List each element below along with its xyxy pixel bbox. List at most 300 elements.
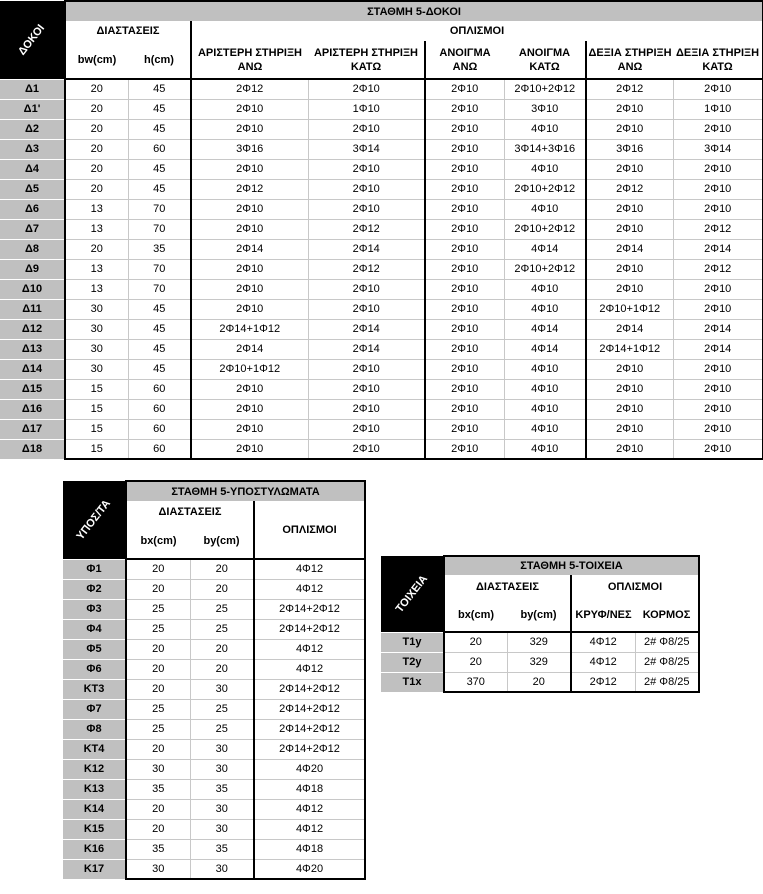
beam-cell: 3Φ16 — [191, 139, 308, 159]
beam-cell: 3Φ16 — [586, 139, 673, 159]
beam-cell: 2Φ14 — [673, 239, 763, 259]
column-row-label: Φ8 — [63, 719, 126, 739]
beam-cell: 2Φ10+2Φ12 — [504, 219, 586, 239]
beam-cell: 4Φ14 — [504, 339, 586, 359]
wall-cell: 4Φ12 — [571, 652, 635, 672]
beam-cell: 2Φ14 — [673, 339, 763, 359]
beam-cell: 2Φ12 — [308, 219, 425, 239]
beam-cell: 15 — [65, 399, 128, 419]
beam-cell: 35 — [128, 239, 191, 259]
beam-cell: 2Φ12 — [673, 259, 763, 279]
column-cell: 30 — [190, 679, 254, 699]
beam-cell: 2Φ10+2Φ12 — [504, 259, 586, 279]
column-row — [63, 619, 365, 639]
walls-dims-label: ΔΙΑΣΤΑΣΕΙΣ — [444, 575, 571, 599]
beam-cell: 2Φ10 — [673, 399, 763, 419]
column-cell: 25 — [126, 599, 190, 619]
column-cell: 20 — [126, 659, 190, 679]
beam-cell: 4Φ14 — [504, 239, 586, 259]
column-cell: 2Φ14+2Φ12 — [254, 719, 365, 739]
beam-row — [0, 379, 763, 399]
column-cell: 2Φ14+2Φ12 — [254, 679, 365, 699]
beam-cell: 2Φ10 — [673, 119, 763, 139]
columns-rebar-label: ΟΠΛΙΣΜΟΙ — [254, 501, 365, 559]
beam-cell: 2Φ14 — [308, 319, 425, 339]
columns-dims-label: ΔΙΑΣΤΑΣΕΙΣ — [126, 501, 254, 523]
beam-cell: 1Φ10 — [673, 99, 763, 119]
beam-row-label: Δ9 — [0, 259, 65, 279]
beam-cell: 2Φ10 — [191, 379, 308, 399]
column-cell: 25 — [190, 699, 254, 719]
beam-cell: 2Φ10 — [308, 279, 425, 299]
beam-cell: 30 — [65, 299, 128, 319]
beam-cell: 2Φ10 — [308, 379, 425, 399]
walls-header-by: by(cm) — [507, 599, 571, 632]
beam-cell: 45 — [128, 339, 191, 359]
beam-cell: 2Φ10 — [308, 359, 425, 379]
beam-row-label: Δ17 — [0, 419, 65, 439]
column-cell: 25 — [126, 699, 190, 719]
beam-cell: 2Φ10 — [191, 439, 308, 459]
beam-cell: 45 — [128, 119, 191, 139]
beam-cell: 2Φ12 — [586, 179, 673, 199]
beam-cell: 4Φ10 — [504, 399, 586, 419]
column-cell: 4Φ12 — [254, 579, 365, 599]
wall-cell: 2# Φ8/25 — [635, 632, 699, 652]
beam-cell: 2Φ10 — [191, 399, 308, 419]
beam-row-label: Δ8 — [0, 239, 65, 259]
column-cell: 4Φ18 — [254, 779, 365, 799]
beams-rebar-label: ΟΠΛΙΣΜΟΙ — [191, 21, 763, 41]
beam-cell: 2Φ10 — [425, 439, 504, 459]
beam-cell: 2Φ10 — [673, 199, 763, 219]
beam-cell: 2Φ10 — [191, 199, 308, 219]
beam-row-label: Δ16 — [0, 399, 65, 419]
beam-cell: 2Φ10 — [425, 379, 504, 399]
beam-cell: 2Φ10 — [673, 439, 763, 459]
column-cell: 30 — [190, 799, 254, 819]
column-cell: 20 — [126, 579, 190, 599]
column-row-label: Φ7 — [63, 699, 126, 719]
column-cell: 4Φ12 — [254, 799, 365, 819]
beam-cell: 2Φ10 — [308, 399, 425, 419]
beam-cell: 13 — [65, 219, 128, 239]
walls-title: ΣΤΑΘΜΗ 5-ΤΟΙΧΕΙΑ — [444, 556, 699, 575]
column-row-label: Φ1 — [63, 559, 126, 579]
beam-cell: 2Φ10 — [425, 259, 504, 279]
walls-rebar-label: ΟΠΛΙΣΜΟΙ — [571, 575, 699, 599]
beam-cell: 2Φ10 — [586, 359, 673, 379]
beam-cell: 60 — [128, 419, 191, 439]
column-row-label: Φ3 — [63, 599, 126, 619]
beam-cell: 2Φ10 — [586, 439, 673, 459]
beam-cell: 4Φ10 — [504, 419, 586, 439]
walls-header-bx: bx(cm) — [444, 599, 507, 632]
columns-table — [63, 480, 366, 880]
beam-cell: 2Φ12 — [191, 179, 308, 199]
column-row — [63, 779, 365, 799]
beams-header-left-bottom: ΑΡΙΣΤΕΡΗ ΣΤΗΡΙΞΗ ΚΑΤΩ — [308, 41, 425, 79]
beam-cell: 4Φ10 — [504, 119, 586, 139]
wall-cell: 329 — [507, 652, 571, 672]
beam-cell: 2Φ10+2Φ12 — [504, 179, 586, 199]
column-row-label: Φ2 — [63, 579, 126, 599]
beam-row-label: Δ3 — [0, 139, 65, 159]
beam-cell: 2Φ14 — [586, 319, 673, 339]
beam-cell: 2Φ14 — [673, 319, 763, 339]
column-row — [63, 579, 365, 599]
beam-row — [0, 79, 763, 99]
beam-row — [0, 439, 763, 459]
beam-cell: 70 — [128, 259, 191, 279]
beam-cell: 20 — [65, 159, 128, 179]
beam-cell: 2Φ10 — [586, 99, 673, 119]
beam-row — [0, 299, 763, 319]
beam-cell: 45 — [128, 319, 191, 339]
column-cell: 20 — [126, 639, 190, 659]
wall-row — [381, 652, 699, 672]
beam-cell: 2Φ10 — [191, 259, 308, 279]
column-cell: 25 — [126, 619, 190, 639]
column-cell: 30 — [126, 859, 190, 879]
column-cell: 2Φ14+2Φ12 — [254, 599, 365, 619]
column-cell: 4Φ18 — [254, 839, 365, 859]
walls-corner-label: ΤΟΙΧΕΙΑ — [381, 556, 444, 632]
beam-cell: 4Φ14 — [504, 319, 586, 339]
column-row-label: Κ16 — [63, 839, 126, 859]
beam-cell: 2Φ10 — [673, 279, 763, 299]
column-cell: 4Φ12 — [254, 819, 365, 839]
column-row — [63, 839, 365, 859]
beam-cell: 2Φ10 — [586, 159, 673, 179]
beam-cell: 60 — [128, 379, 191, 399]
wall-row-label: Τ1x — [381, 672, 444, 692]
column-row — [63, 819, 365, 839]
beam-cell: 13 — [65, 259, 128, 279]
beam-cell: 2Φ10 — [191, 279, 308, 299]
beam-cell: 2Φ10 — [308, 79, 425, 99]
beam-cell: 13 — [65, 199, 128, 219]
beam-cell: 2Φ10 — [586, 379, 673, 399]
column-row — [63, 659, 365, 679]
beam-cell: 45 — [128, 99, 191, 119]
wall-cell: 329 — [507, 632, 571, 652]
columns-header-by: by(cm) — [190, 523, 254, 559]
column-row-label: Κ12 — [63, 759, 126, 779]
column-cell: 20 — [126, 679, 190, 699]
column-row-label: Κ15 — [63, 819, 126, 839]
wall-cell: 4Φ12 — [571, 632, 635, 652]
wall-cell: 20 — [444, 632, 507, 652]
beam-row — [0, 419, 763, 439]
beam-row-label: Δ13 — [0, 339, 65, 359]
beam-cell: 2Φ10 — [425, 419, 504, 439]
wall-cell: 370 — [444, 672, 507, 692]
beam-cell: 3Φ10 — [504, 99, 586, 119]
column-cell: 2Φ14+2Φ12 — [254, 619, 365, 639]
beam-cell: 45 — [128, 159, 191, 179]
column-cell: 20 — [126, 739, 190, 759]
column-row-label: Φ6 — [63, 659, 126, 679]
beam-cell: 2Φ10 — [191, 219, 308, 239]
beams-dims-label: ΔΙΑΣΤΑΣΕΙΣ — [65, 21, 191, 41]
column-row-label: ΚΤ3 — [63, 679, 126, 699]
column-cell: 4Φ20 — [254, 859, 365, 879]
column-row — [63, 859, 365, 879]
beams-header-h: h(cm) — [128, 41, 191, 79]
columns-corner-label: ΥΠΟΣ/ΤΑ — [63, 481, 126, 559]
beam-cell: 2Φ10 — [191, 159, 308, 179]
beam-cell: 2Φ10 — [191, 119, 308, 139]
beam-cell: 15 — [65, 379, 128, 399]
beam-cell: 2Φ14 — [308, 339, 425, 359]
beam-row — [0, 219, 763, 239]
beam-row-label: Δ10 — [0, 279, 65, 299]
beam-cell: 20 — [65, 119, 128, 139]
beam-cell: 4Φ10 — [504, 359, 586, 379]
column-cell: 20 — [190, 559, 254, 579]
beam-cell: 2Φ10+2Φ12 — [504, 79, 586, 99]
beam-cell: 3Φ14 — [308, 139, 425, 159]
beam-cell: 3Φ14+3Φ16 — [504, 139, 586, 159]
column-cell: 20 — [126, 559, 190, 579]
beams-header-right-top: ΔΕΞΙΑ ΣΤΗΡΙΞΗ ΑΝΩ — [586, 41, 673, 79]
beam-cell: 2Φ12 — [673, 219, 763, 239]
column-cell: 30 — [190, 859, 254, 879]
column-cell: 4Φ12 — [254, 659, 365, 679]
beam-cell: 2Φ10 — [425, 139, 504, 159]
beam-row-label: Δ11 — [0, 299, 65, 319]
beam-cell: 2Φ10 — [425, 399, 504, 419]
beam-cell: 1Φ10 — [308, 99, 425, 119]
beam-cell: 15 — [65, 439, 128, 459]
beam-cell: 45 — [128, 359, 191, 379]
column-cell: 20 — [190, 579, 254, 599]
column-cell: 35 — [190, 839, 254, 859]
beam-cell: 2Φ10 — [586, 219, 673, 239]
beam-cell: 2Φ10 — [308, 159, 425, 179]
beam-row — [0, 179, 763, 199]
beam-row — [0, 99, 763, 119]
beam-cell: 2Φ14 — [586, 239, 673, 259]
beam-row-label: Δ18 — [0, 439, 65, 459]
beam-cell: 3Φ14 — [673, 139, 763, 159]
column-cell: 25 — [190, 599, 254, 619]
column-row — [63, 739, 365, 759]
column-row-label: Κ14 — [63, 799, 126, 819]
beam-cell: 2Φ10 — [308, 199, 425, 219]
column-cell: 25 — [190, 619, 254, 639]
beam-cell: 2Φ10 — [308, 439, 425, 459]
column-cell: 20 — [126, 799, 190, 819]
beam-row — [0, 279, 763, 299]
beam-row-label: Δ1' — [0, 99, 65, 119]
beam-row — [0, 119, 763, 139]
column-cell: 4Φ12 — [254, 559, 365, 579]
wall-cell: 2Φ12 — [571, 672, 635, 692]
beam-row-label: Δ5 — [0, 179, 65, 199]
beam-row-label: Δ7 — [0, 219, 65, 239]
walls-header-hidden-columns: ΚΡΥΦ/ΝΕΣ — [571, 599, 635, 632]
beam-cell: 15 — [65, 419, 128, 439]
beams-header-right-bottom: ΔΕΞΙΑ ΣΤΗΡΙΞΗ ΚΑΤΩ — [673, 41, 763, 79]
column-cell: 20 — [190, 639, 254, 659]
beam-cell: 2Φ10 — [673, 359, 763, 379]
column-cell: 30 — [190, 739, 254, 759]
column-row — [63, 759, 365, 779]
column-cell: 35 — [126, 839, 190, 859]
beam-row-label: Δ12 — [0, 319, 65, 339]
column-row — [63, 719, 365, 739]
wall-cell: 2# Φ8/25 — [635, 672, 699, 692]
beam-cell: 2Φ14+1Φ12 — [586, 339, 673, 359]
beam-cell: 2Φ10 — [191, 419, 308, 439]
beam-cell: 4Φ10 — [504, 379, 586, 399]
beam-cell: 2Φ10 — [308, 179, 425, 199]
beam-cell: 45 — [128, 179, 191, 199]
columns-header-bx: bx(cm) — [126, 523, 190, 559]
columns-title: ΣΤΑΘΜΗ 5-ΥΠΟΣΤΥΛΩΜΑΤΑ — [126, 481, 365, 501]
beam-cell: 2Φ10 — [425, 339, 504, 359]
column-cell: 4Φ20 — [254, 759, 365, 779]
beam-cell: 13 — [65, 279, 128, 299]
beam-cell: 2Φ10 — [425, 299, 504, 319]
beam-cell: 2Φ10 — [425, 179, 504, 199]
column-cell: 20 — [126, 819, 190, 839]
beam-row — [0, 339, 763, 359]
beam-cell: 2Φ10 — [425, 119, 504, 139]
column-row — [63, 699, 365, 719]
beam-cell: 2Φ10 — [586, 259, 673, 279]
beam-cell: 2Φ10 — [586, 399, 673, 419]
beam-row — [0, 399, 763, 419]
walls-header-web: ΚΟΡΜΟΣ — [635, 599, 699, 632]
beam-cell: 30 — [65, 339, 128, 359]
wall-row-label: Τ2y — [381, 652, 444, 672]
beam-cell: 20 — [65, 99, 128, 119]
beam-cell: 2Φ12 — [191, 79, 308, 99]
column-cell: 35 — [126, 779, 190, 799]
beam-cell: 2Φ10 — [308, 119, 425, 139]
beam-cell: 20 — [65, 79, 128, 99]
beams-header-bw: bw(cm) — [65, 41, 128, 79]
column-row — [63, 799, 365, 819]
column-cell: 30 — [126, 759, 190, 779]
beam-row-label: Δ14 — [0, 359, 65, 379]
beam-row-label: Δ6 — [0, 199, 65, 219]
beam-cell: 2Φ10 — [425, 159, 504, 179]
column-cell: 30 — [190, 759, 254, 779]
beam-cell: 60 — [128, 439, 191, 459]
wall-row-label: Τ1y — [381, 632, 444, 652]
beams-header-left-top: ΑΡΙΣΤΕΡΗ ΣΤΗΡΙΞΗ ΑΝΩ — [191, 41, 308, 79]
beam-cell: 2Φ10 — [308, 299, 425, 319]
beam-cell: 2Φ10+1Φ12 — [191, 359, 308, 379]
beam-cell: 2Φ10 — [425, 319, 504, 339]
beam-row-label: Δ1 — [0, 79, 65, 99]
beam-cell: 2Φ14 — [308, 239, 425, 259]
walls-table — [381, 555, 700, 693]
beam-cell: 2Φ10 — [425, 239, 504, 259]
beam-cell: 2Φ10 — [191, 99, 308, 119]
beam-cell: 2Φ10 — [425, 279, 504, 299]
beam-cell: 2Φ10 — [586, 199, 673, 219]
beam-row — [0, 239, 763, 259]
beams-title: ΣΤΑΘΜΗ 5-ΔΟΚΟΙ — [65, 1, 763, 21]
beam-cell: 20 — [65, 239, 128, 259]
column-row — [63, 679, 365, 699]
beam-row-label: Δ2 — [0, 119, 65, 139]
beam-row — [0, 319, 763, 339]
beams-header-span-bottom: ΑΝΟΙΓΜΑ ΚΑΤΩ — [504, 41, 586, 79]
beam-cell: 2Φ10 — [425, 79, 504, 99]
beam-cell: 2Φ10+1Φ12 — [586, 299, 673, 319]
beam-cell: 70 — [128, 219, 191, 239]
beam-cell: 2Φ10 — [673, 179, 763, 199]
beam-cell: 4Φ10 — [504, 159, 586, 179]
column-row — [63, 559, 365, 579]
wall-cell: 20 — [444, 652, 507, 672]
beam-cell: 4Φ10 — [504, 439, 586, 459]
beam-cell: 2Φ10 — [586, 119, 673, 139]
beam-row-label: Δ15 — [0, 379, 65, 399]
beam-cell: 2Φ10 — [673, 79, 763, 99]
column-row-label: Κ17 — [63, 859, 126, 879]
beam-cell: 4Φ10 — [504, 299, 586, 319]
column-cell: 2Φ14+2Φ12 — [254, 739, 365, 759]
column-row-label: ΚΤ4 — [63, 739, 126, 759]
column-row-label: Φ4 — [63, 619, 126, 639]
beam-cell: 2Φ12 — [586, 79, 673, 99]
column-row-label: Κ13 — [63, 779, 126, 799]
beam-cell: 70 — [128, 199, 191, 219]
wall-cell: 20 — [507, 672, 571, 692]
beam-cell: 2Φ10 — [586, 419, 673, 439]
beam-cell: 2Φ12 — [308, 259, 425, 279]
column-cell: 35 — [190, 779, 254, 799]
column-cell: 30 — [190, 819, 254, 839]
beam-cell: 45 — [128, 79, 191, 99]
beam-cell: 60 — [128, 139, 191, 159]
beam-cell: 20 — [65, 139, 128, 159]
beam-row-label: Δ4 — [0, 159, 65, 179]
column-cell: 4Φ12 — [254, 639, 365, 659]
wall-row — [381, 632, 699, 652]
beam-cell: 2Φ10 — [586, 279, 673, 299]
beam-cell: 60 — [128, 399, 191, 419]
column-row — [63, 639, 365, 659]
beam-row — [0, 139, 763, 159]
beam-row — [0, 359, 763, 379]
beam-cell: 20 — [65, 179, 128, 199]
column-cell: 25 — [190, 719, 254, 739]
column-cell: 2Φ14+2Φ12 — [254, 699, 365, 719]
beams-header-span-top: ΑΝΟΙΓΜΑ ΑΝΩ — [425, 41, 504, 79]
beams-corner-label: ΔΟΚΟΙ — [0, 1, 65, 79]
beam-cell: 2Φ14 — [191, 339, 308, 359]
wall-cell: 2# Φ8/25 — [635, 652, 699, 672]
column-row — [63, 599, 365, 619]
wall-row — [381, 672, 699, 692]
beam-cell: 2Φ10 — [425, 359, 504, 379]
beam-cell: 4Φ10 — [504, 279, 586, 299]
beam-cell: 45 — [128, 299, 191, 319]
beam-cell: 2Φ10 — [673, 379, 763, 399]
beam-cell: 2Φ10 — [673, 299, 763, 319]
beam-cell: 2Φ14 — [191, 239, 308, 259]
beam-cell: 4Φ10 — [504, 199, 586, 219]
column-cell: 25 — [126, 719, 190, 739]
